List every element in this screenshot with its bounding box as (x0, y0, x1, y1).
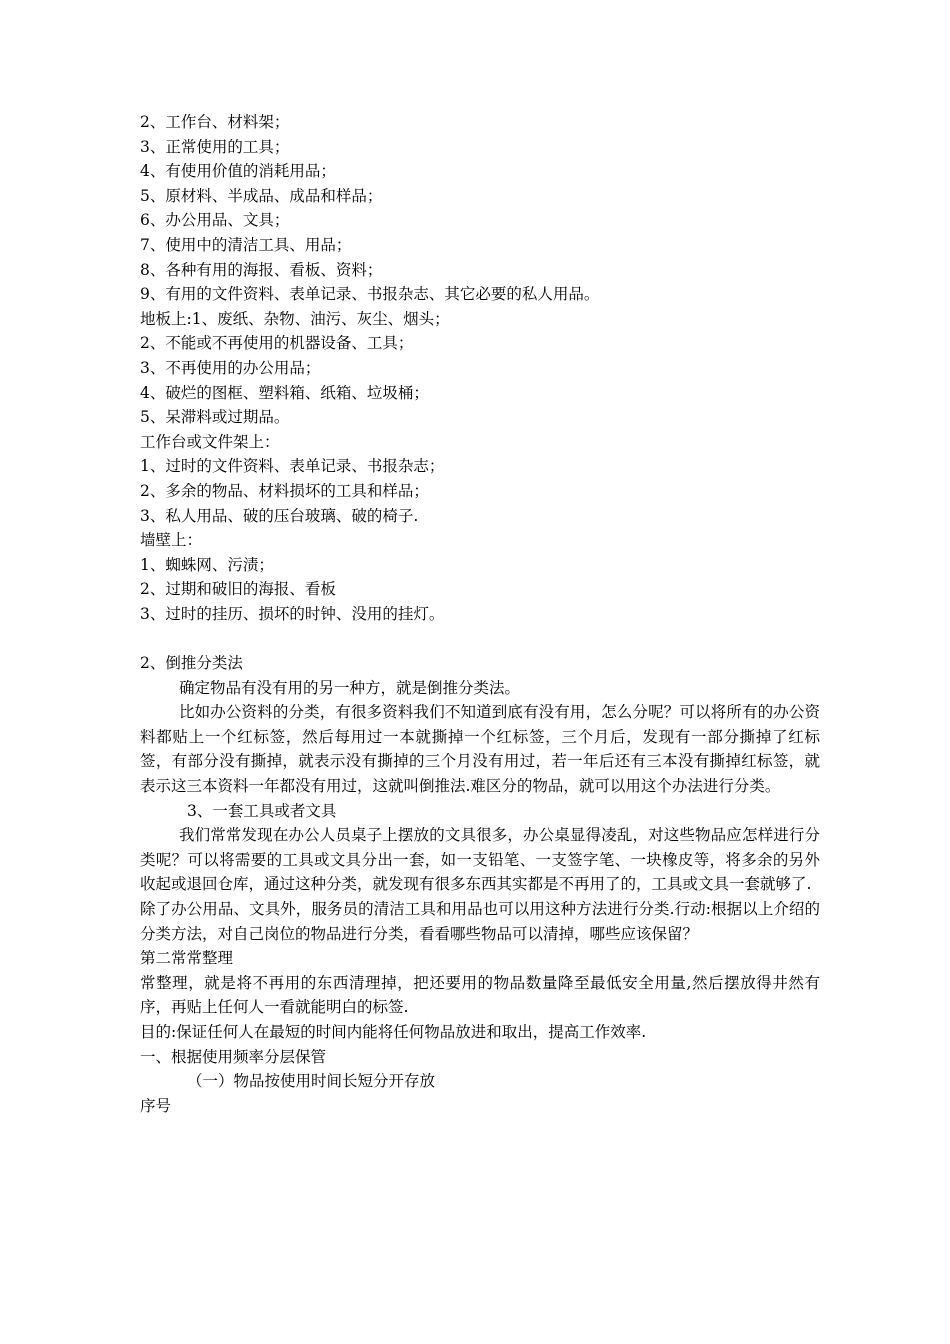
list-item: 9、有用的文件资料、表单记录、书报杂志、其它必要的私人用品。 (140, 285, 600, 304)
section-heading: 第二常常整理 (140, 949, 234, 968)
paragraph: 除了办公用品、文具外，服务员的清洁工具和用品也可以用这种方法进行分类.行动:根据以上介绍的分类方法，对自己岗位的物品进行分类，看看哪些物品可以清掉，哪些应该保留？ (140, 900, 820, 943)
paragraph: 目的:保证任何人在最短的时间内能将任何物品放进和取出，提高工作效率. (140, 1022, 647, 1041)
list-item: 2、工作台、材料架； (140, 113, 290, 131)
list-item: 1、蜘蛛网、污渍； (140, 555, 274, 574)
useful-items-list (140, 110, 820, 307)
list-item: 4、破烂的图框、塑料箱、纸箱、垃圾桶； (140, 383, 429, 402)
list-item: 7、使用中的清洁工具、用品； (140, 235, 352, 254)
list-item: 3、过时的挂历、损坏的时钟、没用的挂灯。 (140, 604, 445, 623)
list-item: 3、正常使用的工具； (140, 137, 290, 156)
list-item: 3、私人用品、破的压台玻璃、破的椅子. (140, 506, 419, 525)
wall-items-list (140, 528, 820, 626)
floor-items-list (140, 307, 820, 430)
list-item: 1、过时的文件资料、表单记录、书报杂志； (140, 457, 445, 476)
section-regular-arrangement (140, 946, 820, 1118)
blank-line (140, 626, 820, 651)
paragraph: 常整理，就是将不再用的东西清理掉，把还要用的物品数量降至最低安全用量,然后摆放得井然有序，再贴上任何人一看就能明白的标签. (140, 973, 820, 1017)
list-heading: 墙壁上： (140, 531, 203, 550)
list-item: 3、不再使用的办公用品； (140, 358, 321, 377)
subsection-heading: 一、根据使用频率分层保管 (140, 1047, 327, 1066)
list-item: 4、有使用价值的消耗用品； (140, 162, 336, 181)
shelf-items-list (140, 430, 820, 528)
list-item: 2、过期和破旧的海报、看板 (140, 580, 336, 599)
list-item: 2、多余的物品、材料损坏的工具和样品； (140, 481, 429, 500)
list-item: 5、原材料、半成品、成品和样品； (140, 186, 383, 205)
paragraph: 确定物品有没有用的另一种方，就是倒推分类法。 (179, 678, 521, 697)
list-item: 5、呆滞料或过期品。 (140, 408, 290, 427)
paragraph: 比如办公资料的分类，有很多资料我们不知道到底有没有用，怎么分呢？可以将所有的办公资料都贴上一个红标签，然后每用过一本就撕掉一个红标签，三个月后，发现有一部分撕掉了红标签，有部分没有撕掉，就表示没有撕掉的三个月没有用过，若一年后还有三本没有撕掉红标签，就表示这三本资料一年都没有用过，这就叫倒推法.难区分的物品，就可以用这个办法进行分类。 (140, 703, 820, 796)
section-heading: 2、倒推分类法 (140, 654, 243, 673)
list-item: 8、各种有用的海报、看板、资料； (140, 260, 383, 279)
paragraph: 我们常常发现在办公人员桌子上摆放的文具很多，办公桌显得凌乱，对这些物品应怎样进行分类呢？可以将需要的工具或文具分出一套，如一支铅笔、一支签字笔、一块橡皮等，将多余的另外收起或退回仓库，通过这种分类，就发现有很多东西其实都是不再用了的，工具或文具一套就够了. (140, 826, 820, 894)
list-heading: 工作台或文件架上： (140, 432, 280, 451)
subsection-heading: （一）物品按使用时间长短分开存放 (187, 1072, 436, 1091)
method-reverse-classification (140, 651, 820, 799)
table-header: 序号 (140, 1096, 172, 1115)
document-page (140, 110, 820, 1118)
list-item: 地板上:1、废纸、杂物、油污、灰尘、烟头； (140, 309, 450, 328)
list-item: 2、不能或不再使用的机器设备、工具； (140, 334, 414, 353)
section-heading: 3、一套工具或者文具 (187, 801, 337, 820)
list-item: 6、办公用品、文具； (140, 211, 290, 230)
method-one-set (140, 799, 820, 947)
